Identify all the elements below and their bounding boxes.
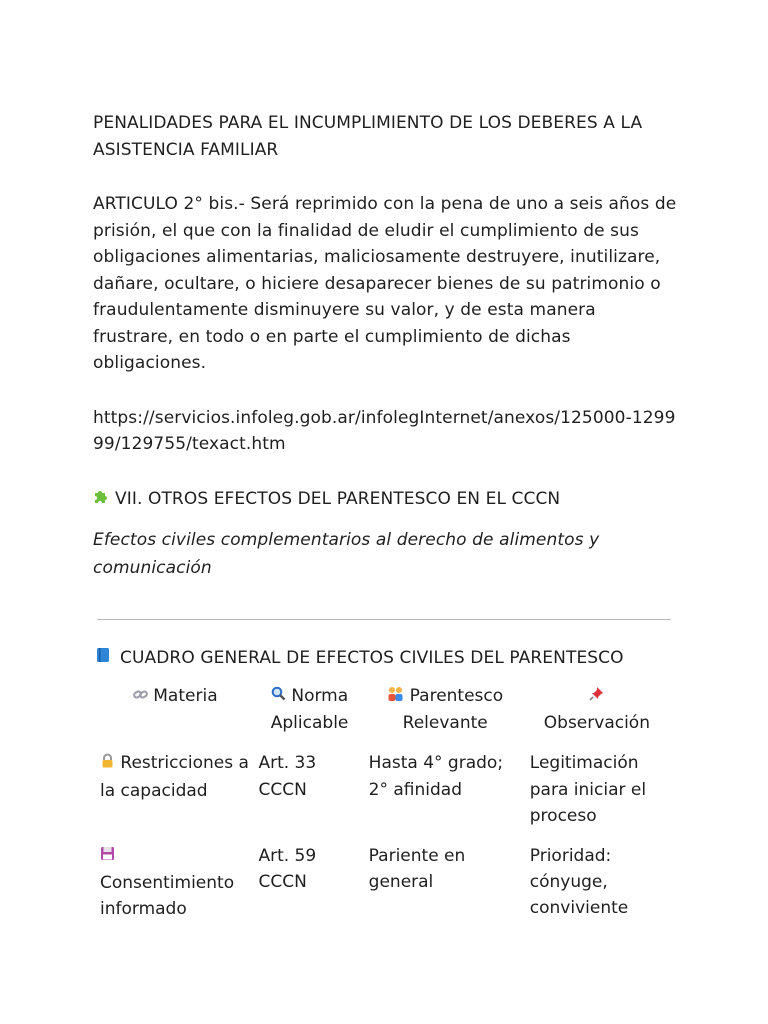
cell-parentesco: Hasta 4° grado; 2° afinidad	[368, 753, 504, 800]
section-heading	[93, 486, 678, 513]
cell-observacion: Legitimación para iniciar el proceso	[529, 753, 647, 826]
floppy-disk-icon	[100, 849, 115, 865]
table-header-row	[96, 683, 668, 750]
header-materia: Materia	[96, 683, 254, 750]
cell-norma: Art. 59 CCCN	[258, 846, 317, 893]
magnifier-icon	[271, 689, 286, 705]
blue-book-icon	[95, 645, 120, 672]
header-parentesco: Parentesco Relevante	[365, 683, 526, 750]
cell-materia: Restricciones a la capacidad	[100, 753, 249, 801]
cuadro-title: CUADRO GENERAL DE EFECTOS CIVILES DEL PARENTESCO	[120, 648, 624, 668]
cell-materia: Consentimiento informado	[96, 843, 254, 937]
cell-observacion: Prioridad: cónyuge, conviviente	[529, 846, 629, 919]
cell-parentesco: Pariente en general	[368, 846, 466, 893]
section-title: VII. OTROS EFECTOS DEL PARENTESCO EN EL CCCN	[115, 488, 561, 509]
article-paragraph: ARTICULO 2° bis.- Será reprimido con la pena de uno a seis años de prisión, el que con la finalidad de eludir el cumplimiento de sus obligaciones alimentarias, maliciosamente destruyere, inutilizare, dañare, ocultare, o hiciere desaparecer bienes de su patrimonio o fraudulentamente disminuyere su valor, y de esta manera frustrare, en todo o en parte el cumplimiento de dichas obligaciones.	[93, 194, 677, 373]
lock-icon	[100, 756, 115, 772]
table-row	[96, 750, 668, 843]
table-row	[96, 843, 668, 937]
puzzle-icon	[93, 486, 115, 513]
link-icon	[133, 689, 148, 705]
horizontal-divider	[97, 619, 671, 620]
section-subtitle: Efectos civiles complementarios al derecho de alimentos y comunicación	[93, 530, 600, 578]
family-icon	[387, 689, 404, 705]
infoleg-link[interactable]: https://servicios.infoleg.gob.ar/infolegInternet/anexos/125000-129999/129755/texact.htm	[93, 407, 676, 454]
pushpin-icon	[589, 689, 604, 705]
cuadro-heading	[95, 645, 675, 672]
cell-norma: Art. 33 CCCN	[258, 753, 317, 800]
document-body	[93, 110, 678, 582]
header-observacion: Observación	[526, 683, 668, 750]
parentesco-table	[96, 683, 668, 937]
document-heading: PENALIDADES PARA EL INCUMPLIMIENTO DE LOS DEBERES A LA ASISTENCIA FAMILIAR	[93, 113, 643, 160]
header-norma: Norma Aplicable	[270, 686, 349, 734]
